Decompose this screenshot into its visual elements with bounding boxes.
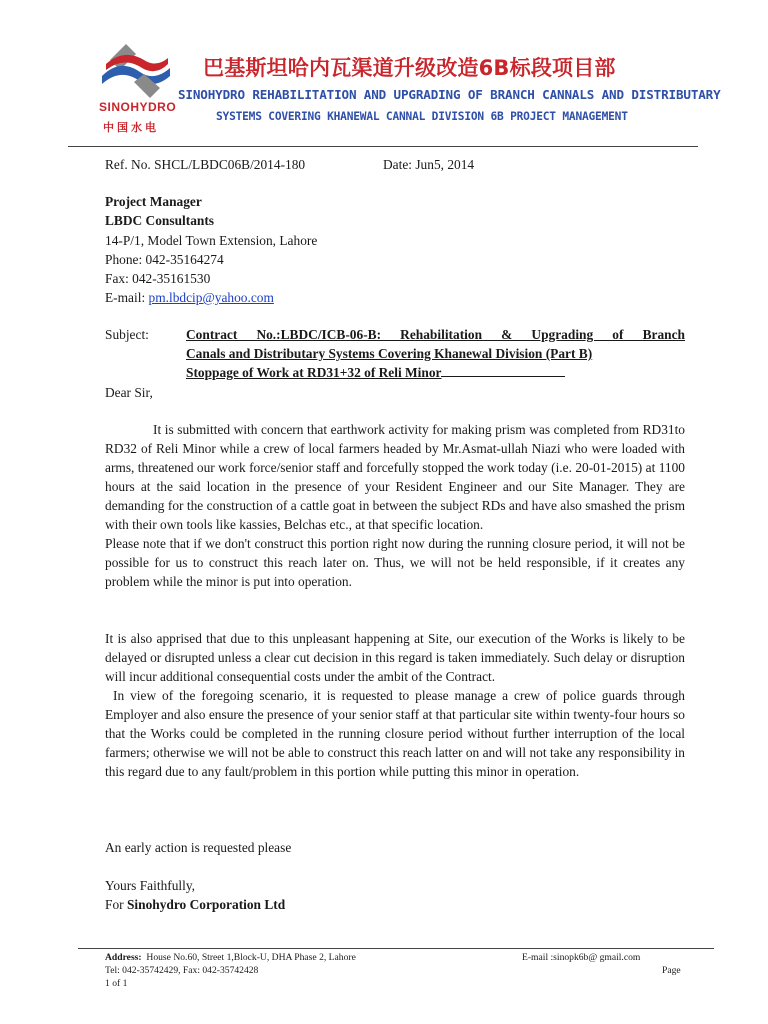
sinohydro-logo-icon (96, 38, 176, 100)
letterhead-title-chinese: 巴基斯坦哈内瓦渠道升级改造6B标段项目部 (203, 56, 616, 80)
footer-email: E-mail :sinopk6b@ gmail.com (522, 952, 641, 963)
recipient-email-link[interactable]: pm.lbdcip@yahoo.com (148, 290, 274, 305)
header-divider (68, 146, 698, 147)
reference-number: Ref. No. SHCL/LBDC06B/2014-180 (105, 157, 306, 172)
closing-yours: Yours Faithfully, (105, 878, 196, 893)
body-paragraphs-3-4 (105, 629, 685, 781)
recipient-phone: Phone: 042-35164274 (105, 252, 224, 267)
footer-address (105, 952, 356, 964)
subject-underline-filler (441, 364, 565, 377)
recipient-address: 14-P/1, Model Town Extension, Lahore (105, 233, 318, 248)
letterhead-title-english-line-1: SINOHYDRO REHABILITATION AND UPGRADING OF BRANCH CANNALS AND DISTRIBUTARY (178, 87, 721, 102)
footer-divider (78, 948, 714, 949)
footer-address-text: House No.60, Street 1,Block-U, DHA Phase 2, Lahore (146, 952, 356, 963)
letter-date: Date: Jun5, 2014 (383, 157, 475, 172)
subject-line-1: Contract No.:LBDC/ICB-06-B: Rehabilitation & Upgrading of Branch (186, 327, 685, 342)
closing-for-label: For (105, 897, 127, 912)
salutation: Dear Sir, (105, 385, 153, 400)
closing-for-line (105, 895, 285, 914)
subject-text (186, 325, 685, 382)
footer-page-label: Page (662, 965, 681, 976)
recipient-email-line (105, 288, 274, 307)
logo-wordmark: SINOHYDRO (99, 100, 177, 114)
body-paragraph-3: It is also apprised that due to this unpleasant happening at Site, our execution of the Works is likely to be delayed or disrupted unless a clear cut decision in this regard is taken immediately. Such delay or disruption will incur additional consequential costs under the ambit of the Contract. (105, 631, 685, 684)
body-paragraph-4: In view of the foregoing scenario, it is requested to please manage a crew of police guards through Employer and also ensure the presence of your senior staff at that particular site within twenty-four hours so that the Works could be completed in the running closure period without further interruption of the local farmers; otherwise we will not be able to construct this reach latter on and will not take any responsibility in this regard due to any fault/problem in this portion while putting this minor in operation. (105, 688, 685, 779)
recipient-organization: LBDC Consultants (105, 213, 215, 228)
body-paragraphs-1-2 (105, 420, 685, 591)
recipient-fax: Fax: 042-35161530 (105, 271, 211, 286)
recipient-title: Project Manager (105, 194, 202, 209)
body-paragraph-2: Please note that if we don't construct this portion right now during the running closure period, it will not be possible for us to construct this reach later on. Thus, we will not be held responsible, if it creates any problem while the minor is put into operation. (105, 536, 685, 589)
logo-chinese-name: 中国水电 (103, 121, 159, 134)
footer-address-label: Address: (105, 952, 142, 963)
footer-tel-fax: Tel: 042-35742429, Fax: 042-35742428 (105, 965, 259, 976)
email-label: E-mail: (105, 290, 149, 305)
subject-line-2: Canals and Distributary Systems Covering Khanewal Division (Part B) (186, 346, 593, 361)
subject-line-3-wrap (186, 363, 685, 382)
body-paragraph-5: An early action is requested please (105, 840, 292, 855)
letterhead-title-english-line-2: SYSTEMS COVERING KHANEWAL CANNAL DIVISION 6B PROJECT MANAGEMENT (216, 110, 628, 123)
closing-company: Sinohydro Corporation Ltd (126, 897, 286, 912)
subject-line-3: Stoppage of Work at RD31+32 of Reli Minor (186, 365, 442, 380)
footer-page-count: 1 of 1 (105, 978, 128, 989)
body-paragraph-1: It is submitted with concern that earthwork activity for making prism was completed from RD31to RD32 of Reli Minor while a crew of local farmers headed by Mr.Asmat-ullah Niazi who were loaded with arms, threatened our work force/senior staff and forcefully stopped the work today (i.e. 20-01-2015) at 1100 hours at the said location in the presence of your Resident Engineer and our Site Manager. They are demanding for the construction of a cattle goat in between the subject RDs and have also smashed the prism with their own tools like kassies, Belchas etc., at that specific location. (105, 422, 685, 532)
subject-label: Subject: (105, 327, 149, 342)
